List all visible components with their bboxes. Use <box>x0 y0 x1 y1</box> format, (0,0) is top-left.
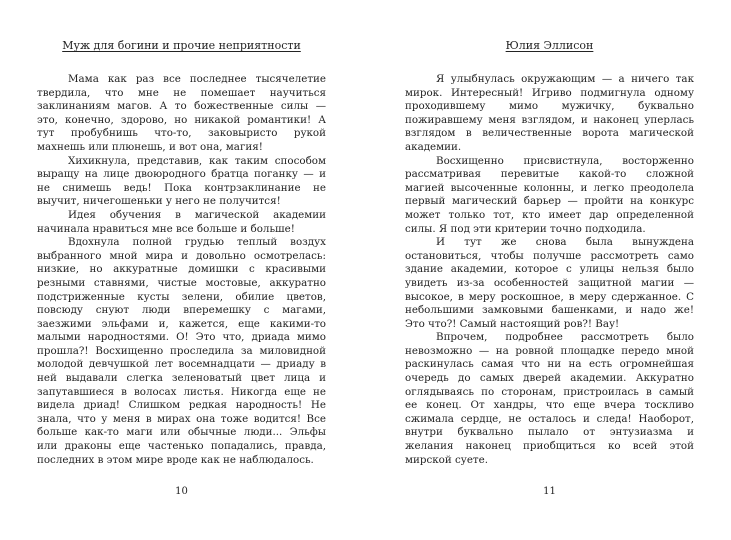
text-line: увидеть из-за особенностей защитной магии — <box>405 276 694 289</box>
text-line: малыми народностями. О! Это что, дриада мимо <box>37 331 326 344</box>
text-line: заезжими эльфами и, кажется, еще какими-то <box>37 317 326 330</box>
text-line: высокое, в меру роскошное, в меру сдержанное. С <box>405 290 694 303</box>
text-line: последних в этом мире вроде как не наблюдалось. <box>37 453 314 466</box>
text-line: Это что?! Самый настоящий ров?! Вау! <box>405 317 620 330</box>
text-line: начинала нравиться мне все больше и больше! <box>37 222 295 235</box>
text-line: тут пробубнишь что-то, заковыристо рукой <box>37 127 326 140</box>
text-line: первый магический барьер — пройти на конкурс <box>405 195 694 208</box>
text-line: оглядываясь по сторонам, пристроилась в самый <box>405 385 694 398</box>
text-line: раскинулась самая что ни на есть огромнейшая <box>405 358 694 371</box>
page-body <box>37 73 326 467</box>
text-line: Я улыбнулась окружающим — а ничего так <box>436 73 694 85</box>
text-line: не снимешь ведь! Пока контрзаклинание не <box>37 181 326 194</box>
text-line: здание академии, которое с улицы нельзя было <box>405 263 694 276</box>
text-line: знала, что у меня в мирах она тоже водится! Все <box>37 412 326 425</box>
text-line: прошла?! Восхищенно проследила за миловидной <box>37 344 326 357</box>
text-line: силы. Я под эти критерии точно подходила. <box>405 222 646 235</box>
text-line: Впрочем, подробнее рассмотреть было <box>436 331 694 344</box>
text-line: Вдохнула полной грудью теплый воздух <box>68 236 326 249</box>
right-page <box>405 0 694 540</box>
text-line: запутавшиеся в волосах листья. Никогда еще не <box>37 385 326 398</box>
text-line: твердила, что мне не помешает научиться <box>37 86 326 99</box>
text-line: взглядом в величественные ворота магической <box>405 127 694 140</box>
text-line: ее конец. От хандры, что еще вчера тоскливо <box>405 399 694 412</box>
text-line: внутри буквально пылало от энтузиазма и <box>405 426 694 439</box>
text-line: Мама как раз все последнее тысячелетие <box>68 73 326 85</box>
text-line: или драконы еще частенько попадались, правда, <box>37 440 326 453</box>
text-line: сжимала сердце, не осталось и следа! Наоборот, <box>405 412 694 425</box>
text-line: махнешь или плюнешь, и вот она, магия! <box>37 140 263 153</box>
text-line: мирок. Интересный! Игриво подмигнула одному <box>405 86 694 99</box>
text-line: это, конечно, здорово, но никакой романтики! А <box>37 113 326 126</box>
text-line: резными ставнями, чистые мостовые, аккуратно <box>37 276 326 289</box>
page-body <box>405 73 694 467</box>
text-line: выращу на лице двоюродного братца поганку — и <box>37 168 326 181</box>
paragraph <box>37 155 326 209</box>
text-line: Восхищенно присвистнула, восторженно <box>436 154 694 167</box>
text-line: выбранного мной мира и довольно осмотрелась: <box>37 249 326 262</box>
paragraph <box>405 155 694 237</box>
text-line: небольшими замковыми башенками, и надо же! <box>405 304 694 317</box>
text-line: может только тот, кто имеет дар определенной <box>405 208 694 221</box>
paragraph <box>405 236 694 331</box>
text-line: молодой девчушкой лет восемнадцати — дриаду в <box>37 358 326 371</box>
text-line: пожиравшему меня взглядом, и наконец уперлась <box>405 113 694 126</box>
text-line: очередь до самых дверей академии. Аккуратно <box>405 372 694 385</box>
book-title-header: Муж для богини и прочие неприятности <box>62 39 301 52</box>
left-page <box>37 0 326 540</box>
paragraph <box>405 331 694 467</box>
text-line: подстриженные кусты зелени, обилие цветов, <box>37 290 326 303</box>
text-line: желания наконец приобщиться ко всей этой <box>405 440 694 453</box>
text-line: выучит, ничегошеньки у него не получится! <box>37 195 281 208</box>
text-line: Хихикнула, представив, как таким способом <box>68 154 326 167</box>
text-line: видела дриад! Слишком редкая народность! Не <box>37 399 326 412</box>
page-number: 10 <box>175 486 188 497</box>
paragraph <box>37 236 326 467</box>
author-header: Юлия Эллисон <box>505 39 594 52</box>
text-line: рассматривая перевитые какой-то сложной <box>405 168 694 181</box>
page-number: 11 <box>543 486 556 497</box>
text-line: больше как-то маги или обычные люди... Эльфы <box>37 426 326 439</box>
text-line: Идея обучения в магической академии <box>68 208 326 221</box>
text-line: И тут же снова была вынуждена <box>436 236 694 249</box>
text-line: невозможно — на ровной площадке передо мной <box>405 344 694 357</box>
text-line: низкие, но аккуратные домишки с красивыми <box>37 263 326 276</box>
text-line: остановиться, чтобы получше рассмотреть само <box>405 249 694 262</box>
text-line: академии. <box>405 140 462 153</box>
text-line: проходившему мимо мужичку, буквально <box>405 100 694 113</box>
text-line: магией высоченные колонны, и легко преодолела <box>405 181 694 194</box>
text-line: заклинаниям магов. А то божественные силы — <box>37 100 326 113</box>
text-line: повсюду снуют люди вперемешку с магами, <box>37 304 326 317</box>
text-line: ней выдавали слегка зеленоватый цвет лица и <box>37 372 326 385</box>
text-line: мирской суете. <box>405 453 488 466</box>
paragraph <box>405 73 694 155</box>
paragraph <box>37 73 326 155</box>
paragraph <box>37 209 326 236</box>
